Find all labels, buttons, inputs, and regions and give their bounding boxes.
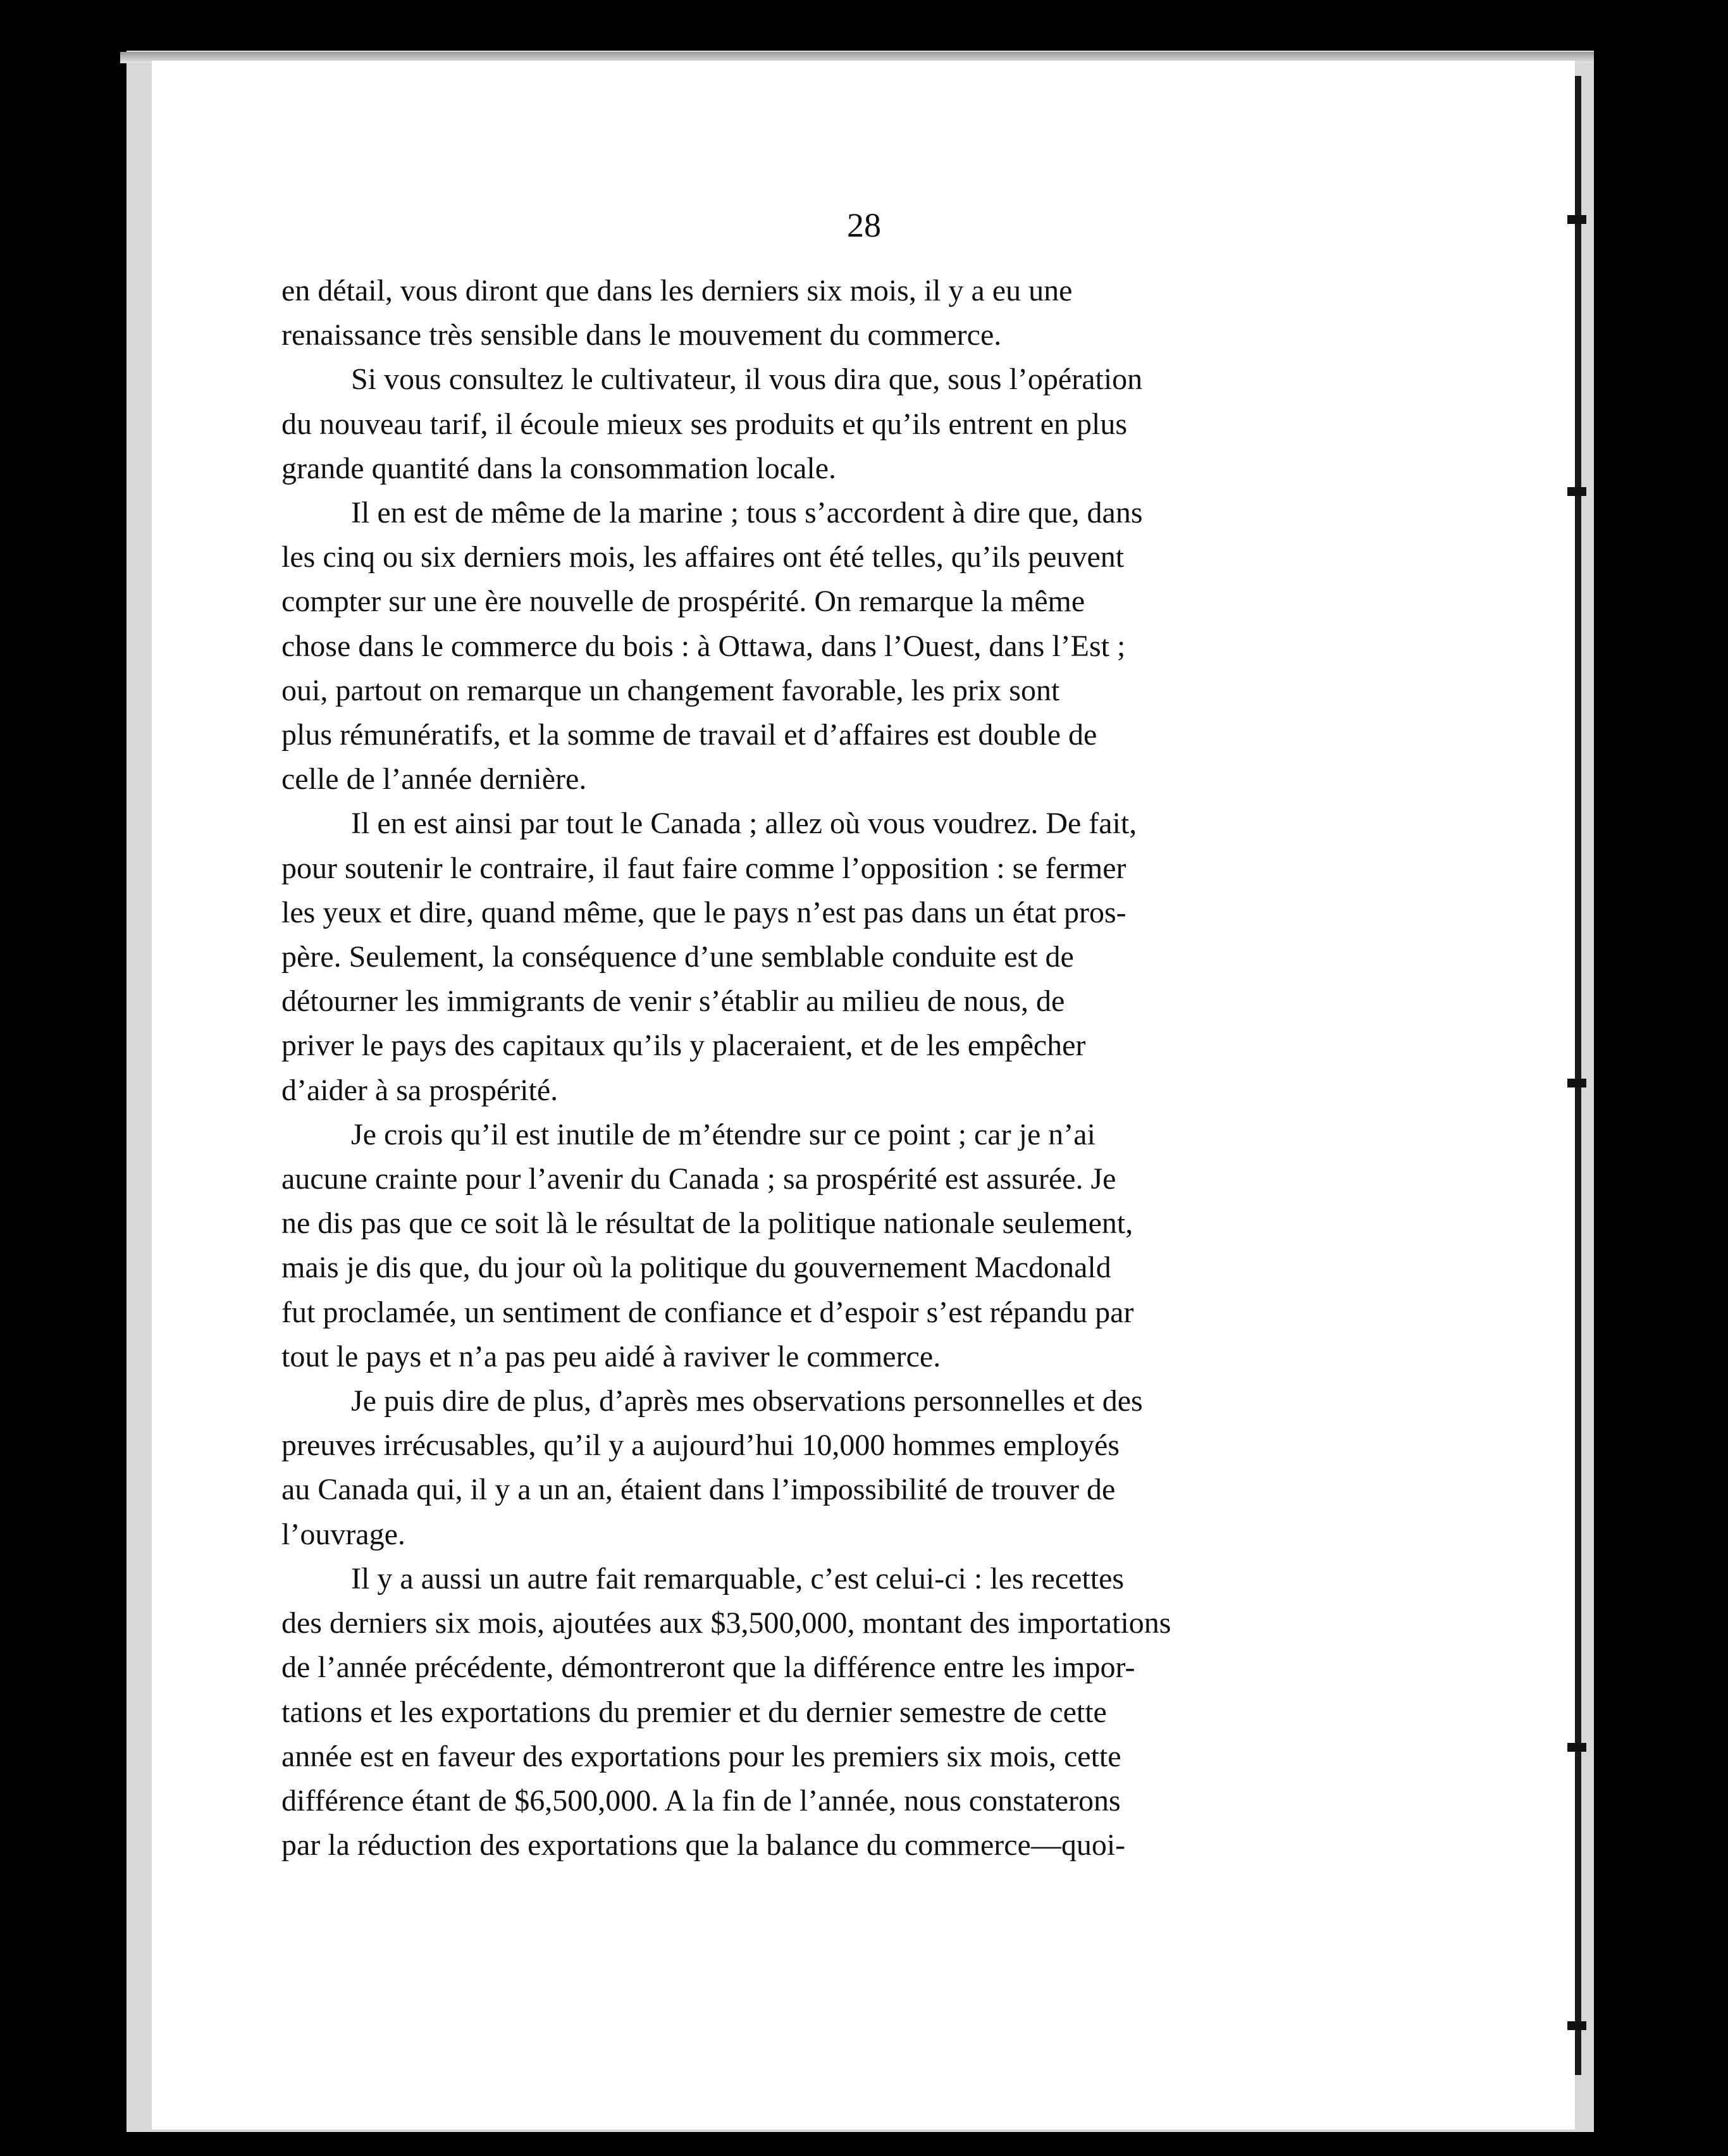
- text-line: renaissance très sensible dans le mouvement du commerce.: [281, 318, 1002, 352]
- text-line: pour soutenir le contraire, il faut faire comme l’opposition : se fermer: [281, 851, 1126, 885]
- text-line: Il en est de même de la marine ; tous s’accordent à dire que, dans: [351, 496, 1143, 530]
- binding-mark: [1567, 487, 1586, 496]
- text-line: ne dis pas que ce soit là le résultat de la politique nationale seulement,: [281, 1206, 1133, 1241]
- text-line: plus rémunératifs, et la somme de travail et d’affaires est double de: [281, 718, 1097, 752]
- text-line: mais je dis que, du jour où la politique du gouvernement Macdonald: [281, 1251, 1111, 1285]
- binding-mark: [1567, 1743, 1586, 1752]
- text-line: père. Seulement, la conséquence d’une semblable conduite est de: [281, 940, 1074, 974]
- text-line: détourner les immigrants de venir s’établir au milieu de nous, de: [281, 984, 1065, 1019]
- binding-mark: [1567, 1079, 1586, 1087]
- text-line: compter sur une ère nouvelle de prospérité. On remarque la même: [281, 585, 1085, 619]
- text-line: année est en faveur des exportations pour les premiers six mois, cette: [281, 1739, 1121, 1773]
- text-line: au Canada qui, il y a un an, étaient dans l’impossibilité de trouver de: [281, 1473, 1116, 1507]
- binding-mark: [1567, 2021, 1586, 2030]
- text-line: les cinq ou six derniers mois, les affaires ont été telles, qu’ils peuvent: [281, 540, 1125, 574]
- text-line: Je puis dire de plus, d’après mes observations personnelles et des: [351, 1384, 1143, 1418]
- text-line: par la réduction des exportations que la balance du commerce—quoi-: [281, 1828, 1126, 1862]
- text-line: oui, partout on remarque un changement favorable, les prix sont: [281, 673, 1060, 707]
- text-line: Si vous consultez le cultivateur, il vous dira que, sous l’opération: [351, 362, 1143, 397]
- text-line: Je crois qu’il est inutile de m’étendre sur ce point ; car je n’ai: [351, 1117, 1095, 1151]
- text-line: fut proclamée, un sentiment de confiance et d’espoir s’est répandu par: [281, 1295, 1134, 1329]
- text-line: les yeux et dire, quand même, que le pays n’est pas dans un état pros-: [281, 895, 1126, 929]
- body-text: [281, 269, 1373, 1868]
- text-line: en détail, vous diront que dans les derniers six mois, il y a eu une: [281, 274, 1073, 307]
- text-line: preuves irrécusables, qu’il y a aujourd’hui 10,000 hommes employés: [281, 1428, 1120, 1463]
- text-line: Il y a aussi un autre fait remarquable, c’est celui-ci : les recettes: [351, 1561, 1125, 1595]
- text-line: chose dans le commerce du bois : à Ottawa, dans l’Ouest, dans l’Est ;: [281, 629, 1126, 663]
- text-line: grande quantité dans la consommation locale.: [281, 451, 837, 485]
- text-line: tout le pays et n’a pas peu aidé à raviver le commerce.: [281, 1339, 941, 1373]
- text-line: priver le pays des capitaux qu’ils y placeraient, et de les empêcher: [281, 1029, 1086, 1063]
- binding-edge: [1575, 76, 1581, 2075]
- text-line: aucune crainte pour l’avenir du Canada ; sa prospérité est assurée. Je: [281, 1162, 1116, 1196]
- text-line: tations et les exportations du premier et du dernier semestre de cette: [281, 1695, 1107, 1729]
- text-line: du nouveau tarif, il écoule mieux ses produits et qu’ils entrent en plus: [281, 407, 1128, 441]
- text-line: différence étant de $6,500,000. A la fin de l’année, nous constaterons: [281, 1783, 1121, 1818]
- text-line: Il en est ainsi par tout le Canada ; allez où vous voudrez. De fait,: [351, 807, 1137, 841]
- text-line: l’ouvrage.: [281, 1517, 405, 1551]
- page-number: 28: [847, 206, 881, 244]
- text-line: celle de l’année dernière.: [281, 762, 587, 796]
- text-line: d’aider à sa prospérité.: [281, 1073, 559, 1107]
- text-line: de l’année précédente, démontreront que la différence entre les impor-: [281, 1651, 1135, 1685]
- text-line: des derniers six mois, ajoutées aux $3,500,000, montant des importations: [281, 1606, 1171, 1640]
